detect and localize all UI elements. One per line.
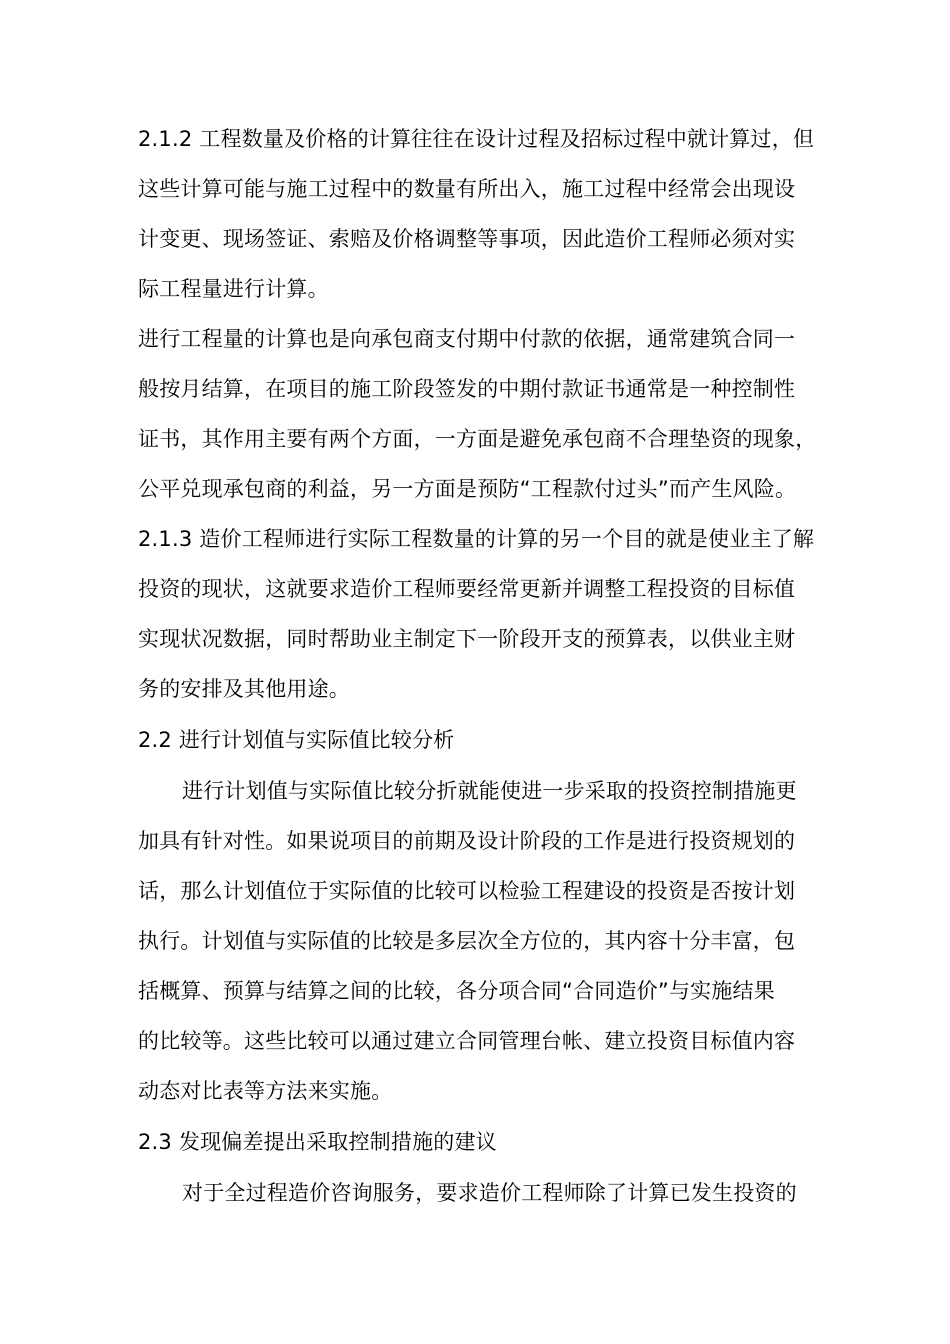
text-line: 般按月结算，在项目的施工阶段签发的中期付款证书通常是一种控制性 [138, 377, 796, 401]
text-line: 2.1.2 工程数量及价格的计算往往在设计过程及招标过程中就计算过，但 [138, 127, 815, 151]
section-heading: 2.2 进行计划值与实际值比较分析 [138, 728, 455, 752]
text-line: 执行。计划值与实际值的比较是多层次全方位的，其内容十分丰富，包 [138, 929, 796, 953]
section-heading: 2.3 发现偏差提出采取控制措施的建议 [138, 1130, 497, 1154]
text-line: 投资的现状，这就要求造价工程师要经常更新并调整工程投资的目标值 [138, 577, 796, 601]
text-line: 进行计划值与实际值比较分折就能使进一步采取的投资控制措施更 [182, 779, 797, 803]
text-line: 证书，其作用主要有两个方面，一方面是避免承包商不合理垫资的现象， [138, 427, 817, 451]
text-line: 计变更、现场签证、索赔及价格调整等事项，因此造价工程师必须对实 [138, 227, 796, 251]
text-line: 的比较等。这些比较可以通过建立合同管理台帐、建立投资目标值内容 [138, 1029, 796, 1053]
text-line: 动态对比表等方法来实施。 [138, 1079, 393, 1103]
text-line: 话，那么计划值位于实际值的比较可以检验工程建设的投资是否按计划 [138, 879, 796, 903]
text-line: 加具有针对性。如果说项目的前期及设计阶段的工作是进行投资规划的 [138, 829, 796, 853]
text-line: 括概算、预算与结算之间的比较，各分项合同“合同造价”与实施结果 [138, 979, 775, 1003]
document-body [138, 114, 817, 1218]
text-line: 2.1.3 造价工程师进行实际工程数量的计算的另一个目的就是使业主了解 [138, 527, 815, 551]
text-line: 对于全过程造价咨询服务，要求造价工程师除了计算已发生投资的 [182, 1181, 797, 1205]
text-line: 务的安排及其他用途。 [138, 677, 350, 701]
text-line: 际工程量进行计算。 [138, 277, 329, 301]
text-line: 实现状况数据，同时帮助业主制定下一阶段开支的预算表，以供业主财 [138, 627, 796, 651]
text-line: 这些计算可能与施工过程中的数量有所出入，施工过程中经常会出现设 [138, 177, 796, 201]
text-line: 公平兑现承包商的利益，另一方面是预防“工程款付过头”而产生风险。 [138, 477, 797, 501]
text-line: 进行工程量的计算也是向承包商支付期中付款的依据，通常建筑合同一 [138, 327, 796, 351]
